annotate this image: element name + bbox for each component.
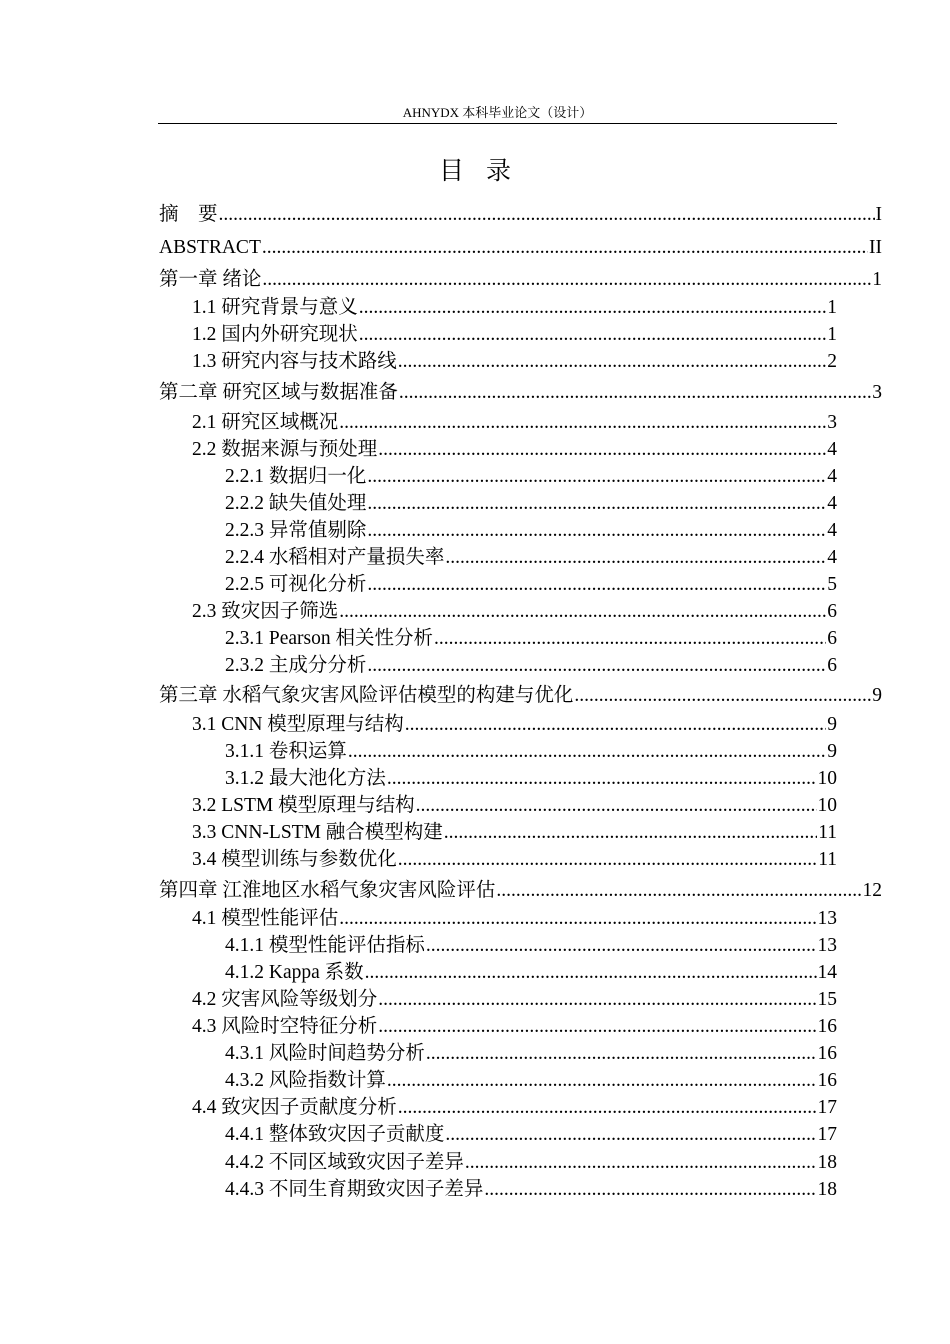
dot-leader: [398, 846, 817, 873]
toc-entry[interactable]: [159, 379, 882, 406]
toc-entry-page-number: 9: [827, 741, 837, 762]
toc-entry-page-number: 14: [817, 962, 837, 983]
toc-entry-page-number: 6: [827, 601, 837, 622]
toc-entry[interactable]: [225, 738, 837, 765]
toc-entry-label: ABSTRACT: [159, 237, 261, 258]
toc-entry[interactable]: [192, 792, 837, 819]
toc-entry-page-number: 9: [827, 714, 837, 735]
dot-leader: [219, 201, 875, 228]
toc-entry-label: 1.3 研究内容与技术路线: [192, 351, 397, 372]
dot-leader: [434, 625, 826, 652]
toc-entry-page-number: 16: [817, 1043, 837, 1064]
toc-entry-page-number: 4: [827, 466, 837, 487]
toc-entry-label: 2.2.4 水稻相对产量损失率: [225, 547, 445, 568]
toc-entry[interactable]: [192, 986, 837, 1013]
toc-entry[interactable]: [225, 490, 837, 517]
toc-entry[interactable]: [192, 348, 837, 375]
toc-entry-label: 第一章 绪论: [159, 269, 262, 290]
toc-entry[interactable]: [225, 652, 837, 679]
toc-entry-label: 4.2 灾害风险等级划分: [192, 989, 378, 1010]
dot-leader: [496, 877, 861, 904]
dot-leader: [378, 986, 816, 1013]
toc-entry[interactable]: [159, 877, 882, 904]
dot-leader: [378, 1013, 816, 1040]
toc-entry-label: 4.3.2 风险指数计算: [225, 1070, 386, 1091]
toc-entry[interactable]: [225, 463, 837, 490]
toc-entry[interactable]: [192, 294, 837, 321]
toc-entry[interactable]: [225, 932, 837, 959]
toc-entry-page-number: 2: [827, 351, 837, 372]
toc-entry-page-number: 3: [872, 382, 882, 403]
dot-leader: [405, 711, 826, 738]
toc-entry-label: 4.1.2 Kappa 系数: [225, 962, 364, 983]
dot-leader: [367, 490, 826, 517]
toc-entry-page-number: 13: [817, 908, 837, 929]
toc-entry-label: 3.4 模型训练与参数优化: [192, 849, 397, 870]
toc-entry-page-number: 16: [817, 1016, 837, 1037]
toc-entry-label: 3.3 CNN-LSTM 融合模型构建: [192, 822, 443, 843]
toc-entry[interactable]: [192, 409, 837, 436]
toc-entry-label: 3.1 CNN 模型原理与结构: [192, 714, 404, 735]
dot-leader: [262, 234, 868, 261]
toc-entry-page-number: 10: [817, 768, 837, 789]
toc-entry[interactable]: [192, 846, 837, 873]
toc-entry[interactable]: [192, 711, 837, 738]
toc-entry-page-number: 5: [827, 574, 837, 595]
toc-entry-label: 第二章 研究区域与数据准备: [159, 382, 398, 403]
toc-entry[interactable]: [192, 436, 837, 463]
toc-entry-page-number: 16: [817, 1070, 837, 1091]
dot-leader: [445, 1121, 816, 1148]
toc-entry[interactable]: [192, 905, 837, 932]
toc-entry-label: 4.4 致灾因子贡献度分析: [192, 1097, 397, 1118]
dot-leader: [399, 379, 871, 406]
toc-entry-page-number: 17: [817, 1097, 837, 1118]
toc-entry-page-number: 13: [817, 935, 837, 956]
dot-leader: [359, 321, 826, 348]
dot-leader: [367, 463, 826, 490]
toc-entry-label: 2.2 数据来源与预处理: [192, 439, 378, 460]
toc-entry-label: 4.4.2 不同区域致灾因子差异: [225, 1152, 464, 1173]
toc-entry-page-number: 4: [827, 547, 837, 568]
toc-entry-label: 第四章 江淮地区水稻气象灾害风险评估: [159, 880, 496, 901]
dot-leader: [416, 792, 817, 819]
toc-entry[interactable]: [225, 1040, 837, 1067]
toc-entry[interactable]: [192, 321, 837, 348]
dot-leader: [398, 348, 826, 375]
dot-leader: [445, 544, 826, 571]
toc-entry-label: 2.1 研究区域概况: [192, 412, 339, 433]
dot-leader: [339, 409, 826, 436]
dot-leader: [367, 571, 826, 598]
dot-leader: [574, 682, 871, 709]
toc-entry-label: 3.1.1 卷积运算: [225, 741, 347, 762]
toc-entry-label: 1.1 研究背景与意义: [192, 297, 358, 318]
toc-entry-page-number: I: [875, 204, 882, 225]
dot-leader: [378, 436, 826, 463]
dot-leader: [426, 932, 817, 959]
toc-entry-page-number: 10: [817, 795, 837, 816]
dot-leader: [367, 517, 826, 544]
toc-entry-page-number: 1: [827, 324, 837, 345]
toc-entry[interactable]: [225, 1149, 837, 1176]
dot-leader: [359, 294, 826, 321]
toc-entry-label: 2.2.2 缺失值处理: [225, 493, 367, 514]
toc-entry-label: 摘 要: [159, 204, 218, 225]
toc-entry-page-number: 18: [817, 1152, 837, 1173]
toc-entry[interactable]: [225, 544, 837, 571]
toc-entry[interactable]: [192, 598, 837, 625]
toc-entry-page-number: II: [869, 237, 882, 258]
dot-leader: [426, 1040, 817, 1067]
toc-entry-page-number: 4: [827, 520, 837, 541]
dot-leader: [465, 1149, 817, 1176]
toc-entry-page-number: 15: [817, 989, 837, 1010]
toc-entry[interactable]: [159, 201, 882, 228]
toc-entry-page-number: 9: [872, 685, 882, 706]
toc-entry-page-number: 1: [872, 269, 882, 290]
toc-entry-label: 2.2.1 数据归一化: [225, 466, 367, 487]
toc-entry-page-number: 1: [827, 297, 837, 318]
toc-entry[interactable]: [225, 1121, 837, 1148]
dot-leader: [339, 598, 826, 625]
dot-leader: [339, 905, 816, 932]
toc-title: 目录: [438, 158, 533, 185]
dot-leader: [387, 1067, 817, 1094]
toc-entry-page-number: 12: [862, 880, 882, 901]
toc-entry[interactable]: [225, 517, 837, 544]
toc-entry-label: 第三章 水稻气象灾害风险评估模型的构建与优化: [159, 685, 574, 706]
toc-entry-page-number: 4: [827, 493, 837, 514]
dot-leader: [398, 1094, 817, 1121]
toc-entry-label: 4.3 风险时空特征分析: [192, 1016, 378, 1037]
toc-entry-label: 3.2 LSTM 模型原理与结构: [192, 795, 415, 816]
toc-entry[interactable]: [192, 1094, 837, 1121]
toc-entry[interactable]: [225, 625, 837, 652]
toc-entry[interactable]: [225, 571, 837, 598]
toc-entry-label: 2.3.2 主成分分析: [225, 655, 367, 676]
dot-leader: [348, 738, 826, 765]
dot-leader: [387, 765, 817, 792]
dot-leader: [262, 266, 871, 293]
toc-entry-label: 4.1.1 模型性能评估指标: [225, 935, 425, 956]
toc-entry[interactable]: [225, 765, 837, 792]
toc-entry[interactable]: [159, 266, 882, 293]
toc-entry[interactable]: [225, 1176, 837, 1203]
toc-entry-page-number: 18: [817, 1179, 837, 1200]
toc-entry[interactable]: [225, 959, 837, 986]
toc-entry[interactable]: [192, 819, 837, 846]
toc-entry-page-number: 6: [827, 628, 837, 649]
toc-entry[interactable]: [192, 1013, 837, 1040]
dot-leader: [365, 959, 817, 986]
toc-entry-label: 4.4.3 不同生育期致灾因子差异: [225, 1179, 484, 1200]
toc-entry-label: 4.4.1 整体致灾因子贡献度: [225, 1124, 445, 1145]
toc-entry-label: 4.1 模型性能评估: [192, 908, 339, 929]
toc-entry-label: 3.1.2 最大池化方法: [225, 768, 386, 789]
toc-entry-page-number: 4: [827, 439, 837, 460]
toc-entry-label: 1.2 国内外研究现状: [192, 324, 358, 345]
toc-entry-page-number: 17: [817, 1124, 837, 1145]
header-rule: [158, 123, 837, 124]
toc-entry[interactable]: [225, 1067, 837, 1094]
toc-entry[interactable]: [159, 234, 882, 261]
dot-leader: [444, 819, 817, 846]
toc-entry-page-number: 11: [818, 849, 837, 870]
toc-entry[interactable]: [159, 682, 882, 709]
toc-entry-page-number: 6: [827, 655, 837, 676]
toc-entry-label: 2.2.3 异常值剔除: [225, 520, 367, 541]
toc-entry-label: 4.3.1 风险时间趋势分析: [225, 1043, 425, 1064]
toc-entry-page-number: 3: [827, 412, 837, 433]
page-header: AHNYDX 本科毕业论文（设计）: [402, 105, 593, 120]
toc-entry-label: 2.3 致灾因子筛选: [192, 601, 339, 622]
dot-leader: [484, 1176, 816, 1203]
dot-leader: [367, 652, 826, 679]
toc-entry-label: 2.3.1 Pearson 相关性分析: [225, 628, 433, 649]
toc-entry-page-number: 11: [818, 822, 837, 843]
toc-entry-label: 2.2.5 可视化分析: [225, 574, 367, 595]
